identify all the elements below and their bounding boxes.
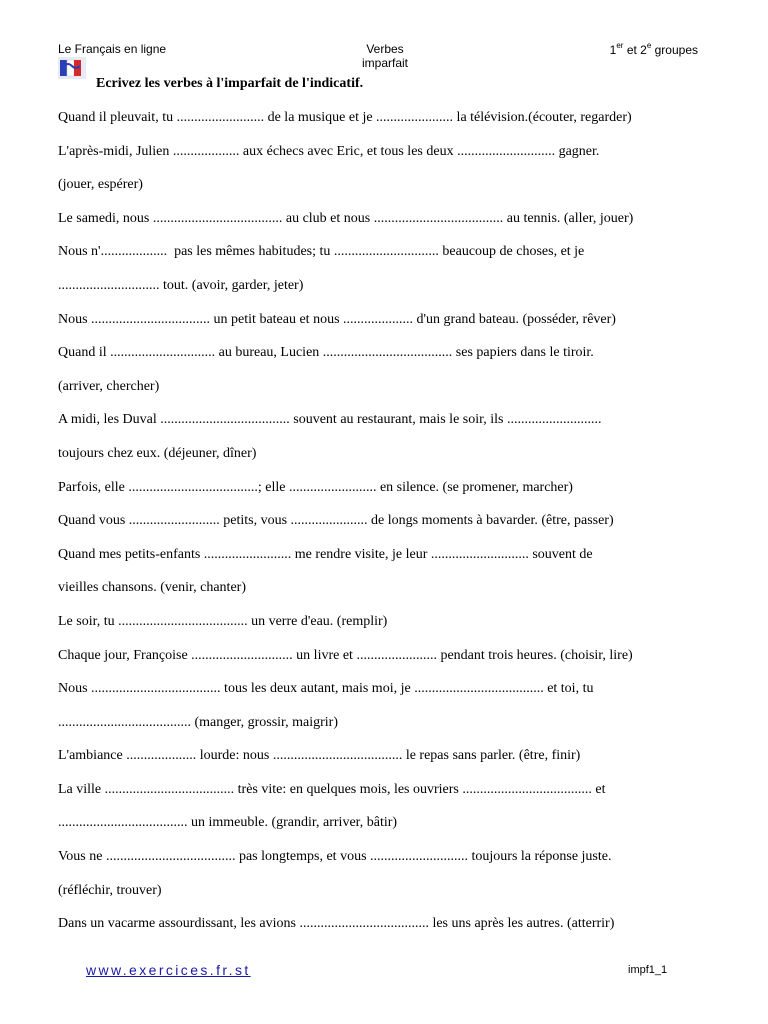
exercise-line: (réfléchir, trouver) — [58, 882, 162, 898]
exercise-line: La ville ..................................... très vite: en quelques mois, les ouvriers ..................................... et — [58, 781, 606, 797]
topic-line-1: Verbes — [366, 42, 404, 56]
exercise-line: Le samedi, nous ..................................... au club et nous ..................................... au tennis. (aller, jouer) — [58, 210, 634, 226]
exercise-lines — [58, 108, 718, 948]
exercise-line: Chaque jour, Françoise ............................. un livre et ....................... pendant trois heures. (choisir, lire) — [58, 647, 633, 663]
topic-line-2: imparfait — [361, 56, 408, 70]
exercise-line: Vous ne ..................................... pas longtemps, et vous ............................ toujours la réponse juste. — [58, 849, 612, 865]
exercise-line: (jouer, espérer) — [58, 177, 143, 193]
logo-blue-band — [60, 60, 67, 76]
exercise-line: L'après-midi, Julien ................... aux échecs avec Eric, et tous les deux ............................ gagner. — [58, 143, 600, 159]
topic-title — [330, 42, 440, 70]
exercise-line: toujours chez eux. (déjeuner, dîner) — [58, 445, 257, 461]
verb-groups-label — [610, 42, 698, 57]
exercise-line: Nous .................................. un petit bateau et nous .................... d'un grand bateau. (posséder, rêver) — [58, 311, 616, 327]
exercise-line: ...................................... (manger, grossir, maigrir) — [58, 714, 338, 730]
group-end-text: groupes — [651, 43, 698, 57]
exercise-line: A midi, les Duval ..................................... souvent au restaurant, mais le soir, ils ........................... — [58, 412, 602, 428]
exercise-line: Quand il pleuvait, tu ......................... de la musique et je ...................... la télévision.(écouter, regarder) — [58, 110, 632, 125]
group-suffix-2: e — [646, 41, 652, 50]
exercise-line: (arriver, chercher) — [58, 378, 160, 394]
exercise-line: Quand vous .......................... petits, vous ...................... de longs moments à bavarder. (être, passer) — [58, 513, 614, 529]
group-mid-text: et 2 — [623, 43, 647, 57]
group-number-1: 1 — [609, 43, 617, 57]
exercise-line: Nous ..................................... tous les deux autant, mais moi, je ..................................... et toi, tu — [58, 681, 594, 697]
exercise-line: Parfois, elle .....................................; elle ......................... en silence. (se promener, marcher) — [58, 479, 573, 495]
exercise-line: Le soir, tu ..................................... un verre d'eau. (remplir) — [58, 613, 388, 629]
exercise-line: Quand il .............................. au bureau, Lucien ..................................... ses papiers dans le tiroir. — [58, 345, 594, 361]
exercise-line: ..................................... un immeuble. (grandir, arriver, bâtir) — [58, 815, 398, 831]
exercise-line: ............................. tout. (avoir, garder, jeter) — [58, 277, 304, 293]
exercise-line: Dans un vacarme assourdissant, les avions ..................................... les uns après les autres. (atterrir) — [58, 916, 615, 932]
website-link[interactable]: www.exercices.fr.st — [86, 962, 251, 978]
exercise-instruction: Ecrivez les verbes à l'imparfait de l'indicatif. — [96, 76, 364, 91]
exercise-line: Quand mes petits-enfants ......................... me rendre visite, je leur ............................ souvent de — [58, 546, 593, 562]
exercise-line: vieilles chansons. (venir, chanter) — [58, 580, 246, 596]
flag-logo-icon — [58, 57, 86, 79]
group-suffix-1: er — [616, 41, 624, 50]
document-code: impf1_1 — [628, 964, 668, 976]
exercise-line: L'ambiance .................... lourde: nous ..................................... le repas sans parler. (être, finir) — [58, 748, 581, 764]
site-title: Le Français en ligne — [58, 42, 167, 56]
exercise-line: Nous n'................... pas les mêmes habitudes; tu .............................. beaucoup de choses, et je — [58, 244, 585, 260]
